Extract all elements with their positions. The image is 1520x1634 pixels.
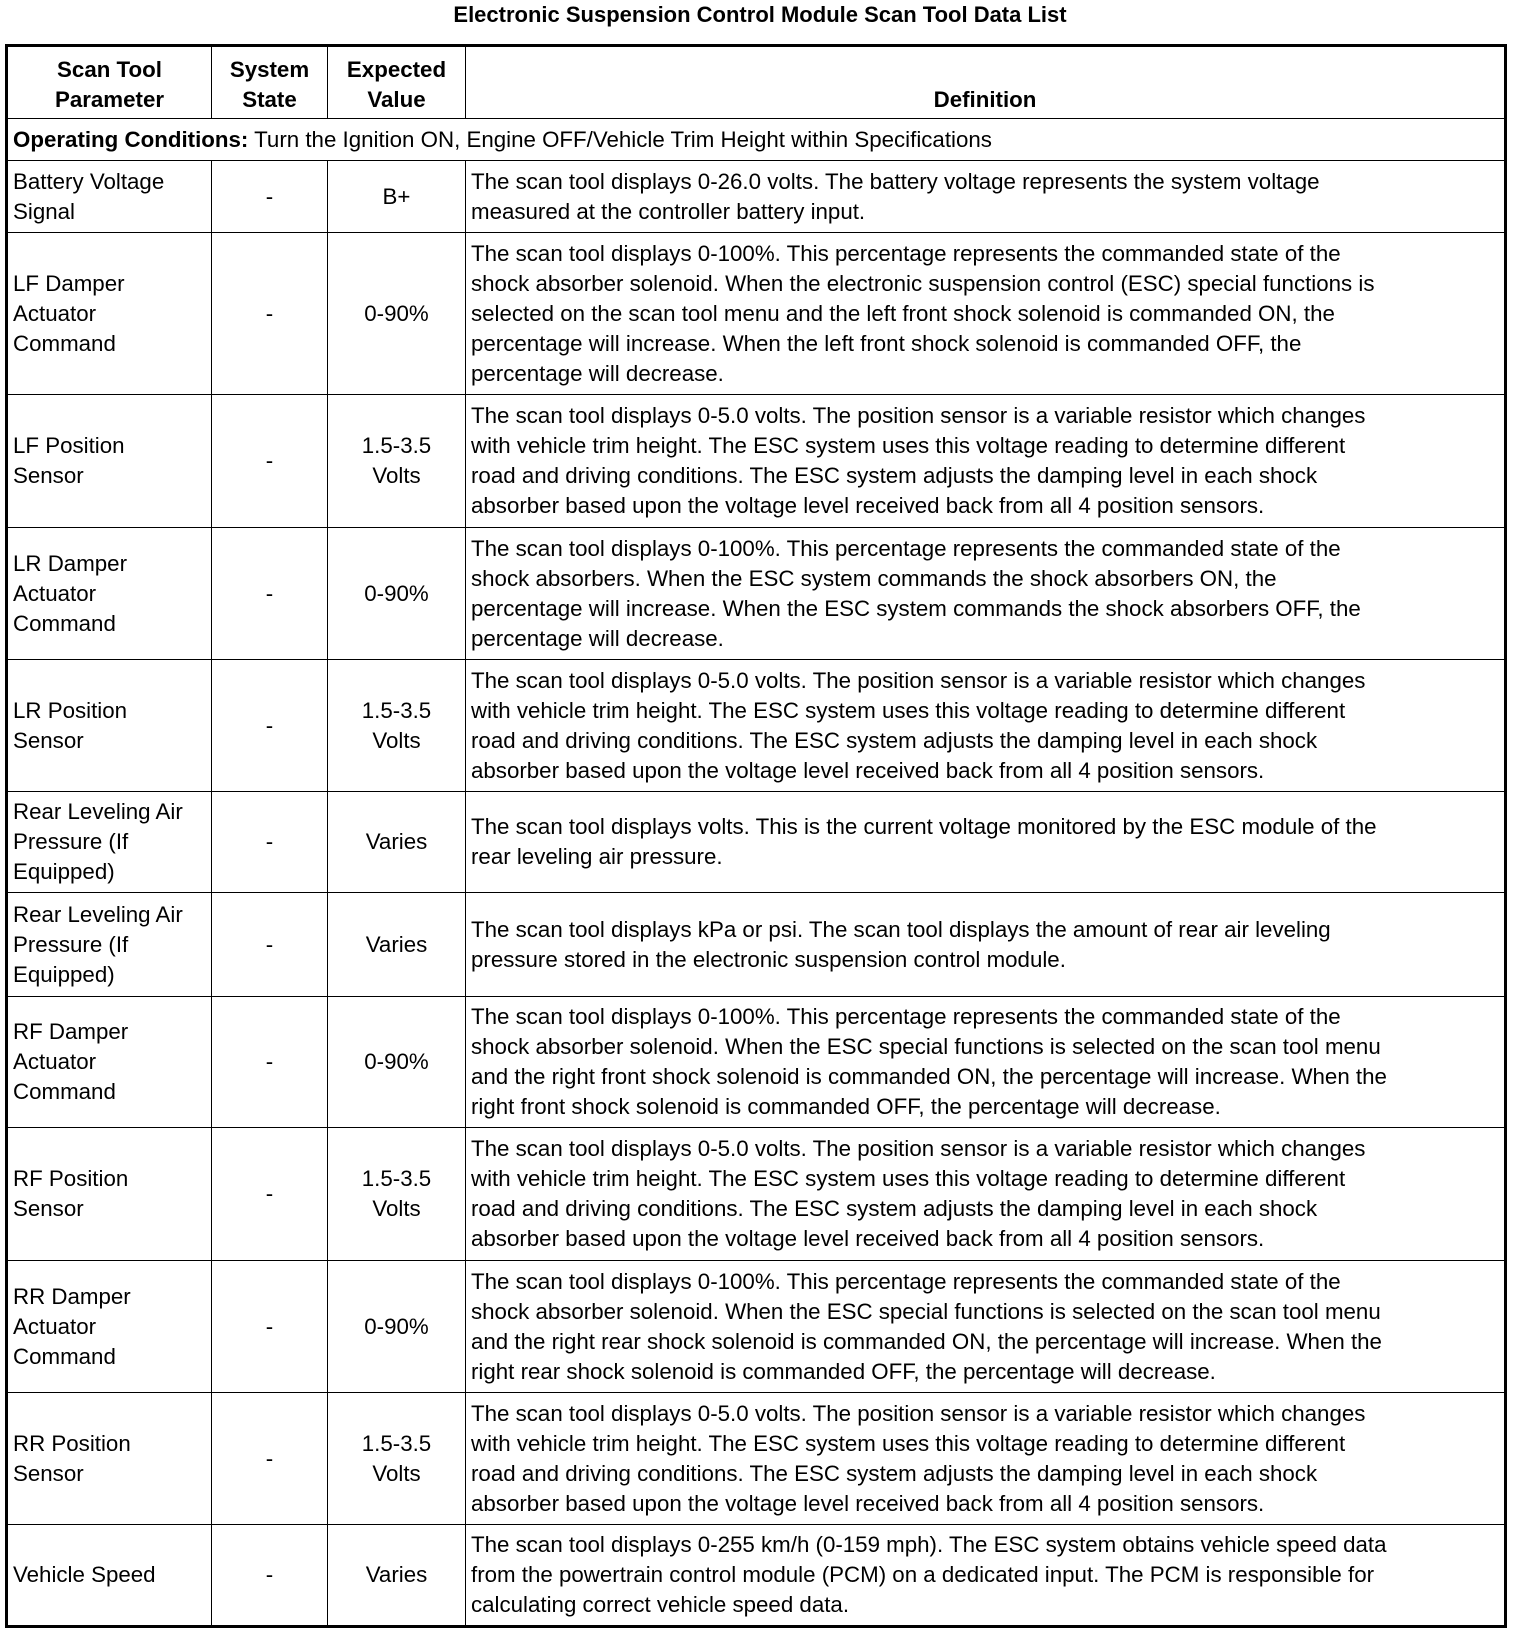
parameter-cell-line: Command bbox=[13, 330, 116, 356]
parameter-cell-line: Vehicle Speed bbox=[13, 1562, 156, 1587]
parameter-cell bbox=[7, 1393, 212, 1525]
header-row bbox=[7, 46, 1506, 119]
table-row bbox=[7, 997, 1506, 1128]
definition-cell-line: The scan tool displays volts. This is the current voltage monitored by the ESC module of the bbox=[471, 814, 1377, 839]
definition-cell-line: absorber based upon the voltage level received back from all 4 position sensors. bbox=[471, 1226, 1265, 1251]
expected-value-cell-line: 0-90% bbox=[364, 1049, 429, 1074]
expected-value-cell bbox=[328, 395, 466, 528]
definition-cell-line: rear leveling air pressure. bbox=[471, 844, 723, 869]
table-row bbox=[7, 792, 1506, 893]
header-text: Scan Tool bbox=[57, 57, 162, 82]
definition-cell-line: The scan tool displays 0-100%. This percentage represents the commanded state of the bbox=[471, 240, 1341, 266]
expected-value-cell-line: 1.5-3.5 bbox=[361, 1166, 432, 1191]
definition-cell bbox=[466, 1393, 1506, 1525]
definition-cell bbox=[466, 1525, 1506, 1627]
definition-cell bbox=[466, 528, 1506, 660]
parameter-cell bbox=[7, 1128, 212, 1261]
parameter-cell-line: Equipped) bbox=[13, 961, 115, 987]
operating-conditions-label: Operating Conditions: bbox=[13, 126, 249, 152]
definition-cell-line: road and driving conditions. The ESC system adjusts the damping level in each shock bbox=[471, 727, 1318, 753]
parameter-cell-line: Equipped) bbox=[13, 859, 115, 884]
parameter-cell bbox=[7, 997, 212, 1128]
table-row bbox=[7, 161, 1506, 233]
parameter-cell-line: Signal bbox=[13, 198, 75, 224]
header-text: Value bbox=[367, 87, 426, 112]
parameter-cell-line: RF Damper bbox=[13, 1019, 129, 1044]
header-text: System bbox=[229, 57, 310, 82]
parameter-cell bbox=[7, 893, 212, 997]
expected-value-cell bbox=[328, 997, 466, 1128]
definition-cell-line: The scan tool displays 0-26.0 volts. The battery voltage represents the system voltage bbox=[471, 168, 1320, 194]
parameter-cell bbox=[7, 1261, 212, 1393]
definition-cell-line: with vehicle trim height. The ESC system uses this voltage reading to determine different bbox=[471, 1430, 1346, 1456]
header-text: Expected bbox=[346, 57, 447, 82]
parameter-cell-line: Battery Voltage bbox=[13, 168, 165, 194]
parameter-cell-line: RR Damper bbox=[13, 1283, 131, 1309]
definition-cell-line: and the right front shock solenoid is commanded ON, the percentage will increase. When the bbox=[471, 1064, 1387, 1089]
parameter-cell bbox=[7, 395, 212, 528]
definition-cell-line: right front shock solenoid is commanded OFF, the percentage will decrease. bbox=[471, 1094, 1221, 1119]
definition-cell-line: The scan tool displays 0-100%. This percentage represents the commanded state of the bbox=[471, 1004, 1341, 1029]
definition-cell-line: percentage will decrease. bbox=[471, 625, 724, 651]
table-row bbox=[7, 1128, 1506, 1261]
parameter-cell-line: Actuator bbox=[13, 1313, 97, 1339]
definition-cell-line: with vehicle trim height. The ESC system uses this voltage reading to determine different bbox=[471, 433, 1346, 458]
definition-cell bbox=[466, 1128, 1506, 1261]
definition-cell-line: The scan tool displays 0-255 km/h (0-159 mph). The ESC system obtains vehicle speed data bbox=[471, 1532, 1387, 1557]
definition-cell-line: shock absorber solenoid. When the electronic suspension control (ESC) special functions is bbox=[471, 270, 1375, 296]
definition-cell bbox=[466, 1261, 1506, 1393]
expected-value-cell-line: Varies bbox=[365, 829, 428, 854]
definition-cell-line: The scan tool displays 0-5.0 volts. The position sensor is a variable resistor which changes bbox=[471, 667, 1366, 693]
system-state-cell: - bbox=[212, 660, 328, 792]
parameter-cell bbox=[7, 660, 212, 792]
definition-cell-line: right rear shock solenoid is commanded OFF, the percentage will decrease. bbox=[471, 1358, 1216, 1384]
system-state-cell: - bbox=[212, 161, 328, 233]
expected-value-cell bbox=[328, 1128, 466, 1261]
table-row bbox=[7, 233, 1506, 395]
operating-conditions-row bbox=[7, 119, 1506, 161]
parameter-cell-line: Sensor bbox=[13, 727, 84, 753]
definition-cell bbox=[466, 893, 1506, 997]
parameter-cell-line: LR Damper bbox=[13, 550, 127, 576]
scan-tool-data-table bbox=[5, 44, 1507, 1628]
expected-value-cell-line: 0-90% bbox=[364, 300, 429, 326]
definition-cell-line: and the right rear shock solenoid is commanded ON, the percentage will increase. When the bbox=[471, 1328, 1382, 1354]
definition-cell-line: absorber based upon the voltage level received back from all 4 position sensors. bbox=[471, 1490, 1265, 1516]
table-row bbox=[7, 1525, 1506, 1627]
parameter-cell-line: LF Position bbox=[13, 433, 125, 458]
parameter-cell-line: Command bbox=[13, 610, 116, 636]
system-state-cell: - bbox=[212, 1261, 328, 1393]
definition-cell-line: The scan tool displays 0-100%. This percentage represents the commanded state of the bbox=[471, 535, 1341, 561]
definition-cell-line: The scan tool displays 0-100%. This percentage represents the commanded state of the bbox=[471, 1268, 1341, 1294]
definition-cell-line: absorber based upon the voltage level received back from all 4 position sensors. bbox=[471, 757, 1265, 783]
expected-value-cell-line: Varies bbox=[365, 1562, 428, 1587]
definition-cell-line: The scan tool displays 0-5.0 volts. The position sensor is a variable resistor which changes bbox=[471, 1136, 1366, 1161]
definition-cell-line: percentage will increase. When the left front shock solenoid is commanded OFF, the bbox=[471, 330, 1302, 356]
definition-cell-line: pressure stored in the electronic suspension control module. bbox=[471, 946, 1066, 972]
parameter-cell bbox=[7, 233, 212, 395]
definition-cell-line: shock absorber solenoid. When the ESC special functions is selected on the scan tool menu bbox=[471, 1298, 1381, 1324]
parameter-cell bbox=[7, 528, 212, 660]
expected-value-cell-line: 1.5-3.5 bbox=[361, 433, 432, 458]
header-expected-value bbox=[328, 46, 466, 119]
header-parameter bbox=[7, 46, 212, 119]
expected-value-cell-line: 0-90% bbox=[364, 580, 429, 606]
system-state-cell: - bbox=[212, 395, 328, 528]
definition-cell-line: The scan tool displays 0-5.0 volts. The position sensor is a variable resistor which changes bbox=[471, 1400, 1366, 1426]
parameter-cell-line: Actuator bbox=[13, 300, 97, 326]
operating-conditions bbox=[7, 119, 1506, 161]
definition-cell-line: road and driving conditions. The ESC system adjusts the damping level in each shock bbox=[471, 463, 1318, 488]
parameter-cell-line: Actuator bbox=[13, 580, 97, 606]
parameter-cell bbox=[7, 161, 212, 233]
parameter-cell-line: LR Position bbox=[13, 697, 128, 723]
definition-cell bbox=[466, 792, 1506, 893]
definition-cell-line: percentage will decrease. bbox=[471, 360, 724, 386]
system-state-cell: - bbox=[212, 1128, 328, 1261]
system-state-cell: - bbox=[212, 528, 328, 660]
expected-value-cell-line: 0-90% bbox=[364, 1313, 429, 1339]
parameter-cell bbox=[7, 1525, 212, 1627]
definition-cell-line: with vehicle trim height. The ESC system uses this voltage reading to determine different bbox=[471, 697, 1346, 723]
parameter-cell-line: Pressure (If bbox=[13, 829, 129, 854]
expected-value-cell bbox=[328, 528, 466, 660]
definition-cell-line: with vehicle trim height. The ESC system uses this voltage reading to determine different bbox=[471, 1166, 1346, 1191]
parameter-cell-line: LF Damper bbox=[13, 270, 125, 296]
system-state-cell: - bbox=[212, 893, 328, 997]
definition-cell-line: shock absorber solenoid. When the ESC special functions is selected on the scan tool menu bbox=[471, 1034, 1381, 1059]
system-state-cell: - bbox=[212, 233, 328, 395]
table-row bbox=[7, 660, 1506, 792]
expected-value-cell-line: Volts bbox=[372, 1460, 421, 1486]
expected-value-cell bbox=[328, 792, 466, 893]
table-row bbox=[7, 528, 1506, 660]
expected-value-cell bbox=[328, 893, 466, 997]
table-row bbox=[7, 1393, 1506, 1525]
definition-cell-line: road and driving conditions. The ESC system adjusts the damping level in each shock bbox=[471, 1460, 1318, 1486]
parameter-cell-line: Rear Leveling Air bbox=[13, 799, 183, 824]
definition-cell-line: calculating correct vehicle speed data. bbox=[471, 1592, 850, 1617]
definition-cell bbox=[466, 233, 1506, 395]
parameter-cell-line: Pressure (If bbox=[13, 931, 129, 957]
expected-value-cell-line: 1.5-3.5 bbox=[361, 697, 432, 723]
definition-cell-line: selected on the scan tool menu and the left front shock solenoid is commanded ON, the bbox=[471, 300, 1335, 326]
definition-cell-line: road and driving conditions. The ESC system adjusts the damping level in each shock bbox=[471, 1196, 1318, 1221]
header-text: State bbox=[242, 87, 297, 112]
expected-value-cell bbox=[328, 233, 466, 395]
definition-cell-line: measured at the controller battery input. bbox=[471, 198, 866, 224]
definition-cell-line: shock absorbers. When the ESC system commands the shock absorbers ON, the bbox=[471, 565, 1277, 591]
expected-value-cell bbox=[328, 1525, 466, 1627]
definition-cell-line: absorber based upon the voltage level received back from all 4 position sensors. bbox=[471, 493, 1265, 518]
parameter-cell-line: Actuator bbox=[13, 1049, 97, 1074]
parameter-cell-line: Command bbox=[13, 1079, 116, 1104]
table-row bbox=[7, 395, 1506, 528]
table-row bbox=[7, 893, 1506, 997]
system-state-cell: - bbox=[212, 1525, 328, 1627]
definition-cell-line: The scan tool displays 0-5.0 volts. The position sensor is a variable resistor which changes bbox=[471, 403, 1366, 428]
definition-cell bbox=[466, 395, 1506, 528]
operating-conditions-text: Turn the Ignition ON, Engine OFF/Vehicle Trim Height within Specifications bbox=[248, 126, 992, 152]
system-state-cell: - bbox=[212, 792, 328, 893]
expected-value-cell bbox=[328, 1261, 466, 1393]
definition-cell bbox=[466, 161, 1506, 233]
definition-cell-line: from the powertrain control module (PCM) on a dedicated input. The PCM is responsible for bbox=[471, 1562, 1375, 1587]
parameter-cell-line: RR Position bbox=[13, 1430, 131, 1456]
parameter-cell-line: Command bbox=[13, 1343, 116, 1369]
expected-value-cell-line: B+ bbox=[382, 183, 411, 209]
expected-value-cell-line: Volts bbox=[372, 463, 421, 488]
parameter-cell-line: Rear Leveling Air bbox=[13, 901, 183, 927]
header-definition: Definition bbox=[466, 46, 1506, 119]
parameter-cell-line: Sensor bbox=[13, 1196, 84, 1221]
system-state-cell: - bbox=[212, 997, 328, 1128]
header-text: Parameter bbox=[54, 87, 165, 112]
expected-value-cell bbox=[328, 660, 466, 792]
system-state-cell: - bbox=[212, 1393, 328, 1525]
table-row bbox=[7, 1261, 1506, 1393]
expected-value-cell-line: Volts bbox=[372, 1196, 421, 1221]
expected-value-cell-line: Varies bbox=[365, 931, 428, 957]
expected-value-cell-line: Volts bbox=[372, 727, 421, 753]
parameter-cell-line: Sensor bbox=[13, 463, 84, 488]
expected-value-cell bbox=[328, 161, 466, 233]
definition-cell-line: The scan tool displays kPa or psi. The scan tool displays the amount of rear air leveling bbox=[471, 916, 1331, 942]
document-title: Electronic Suspension Control Module Scan Tool Data List bbox=[453, 2, 1067, 27]
expected-value-cell bbox=[328, 1393, 466, 1525]
parameter-cell-line: Sensor bbox=[13, 1460, 84, 1486]
parameter-cell bbox=[7, 792, 212, 893]
definition-cell bbox=[466, 660, 1506, 792]
parameter-cell-line: RF Position bbox=[13, 1166, 129, 1191]
definition-cell-line: percentage will increase. When the ESC system commands the shock absorbers OFF, the bbox=[471, 595, 1361, 621]
definition-cell bbox=[466, 997, 1506, 1128]
expected-value-cell-line: 1.5-3.5 bbox=[361, 1430, 432, 1456]
header-system-state bbox=[212, 46, 328, 119]
